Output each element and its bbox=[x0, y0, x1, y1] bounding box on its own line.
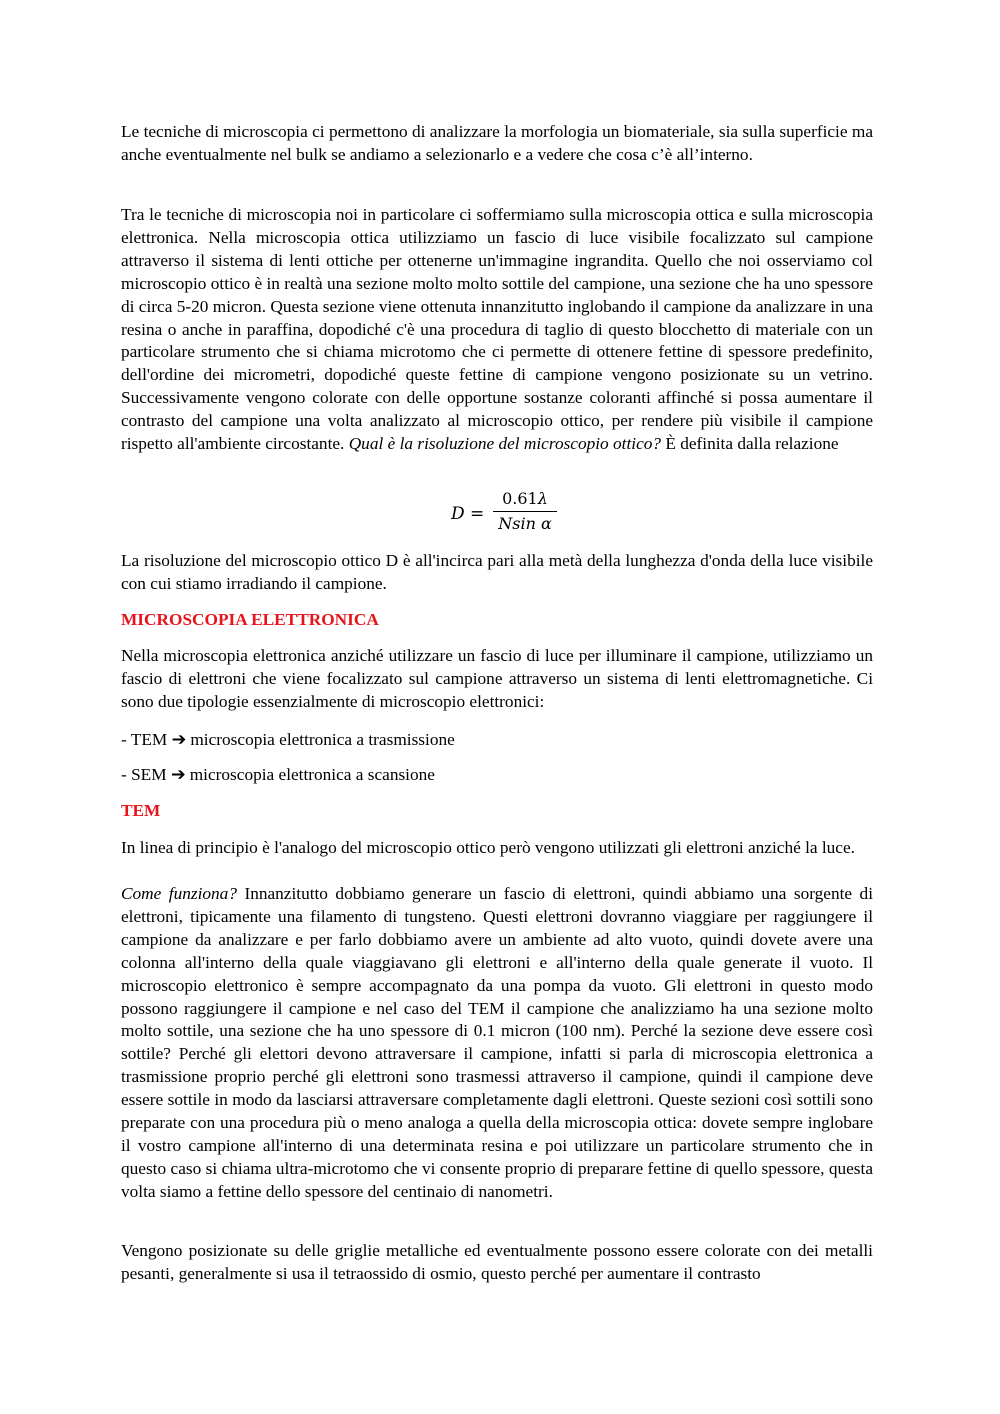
section-heading-electron-microscopy: MICROSCOPIA ELETTRONICA bbox=[121, 610, 379, 629]
fraction-bar bbox=[493, 511, 557, 512]
formula-lhs: D = bbox=[451, 504, 485, 524]
list-item-sem bbox=[121, 764, 873, 787]
list-item-sem-text: microscopia elettronica a scansione bbox=[185, 765, 435, 784]
grids-paragraph: Vengono posizionate su delle griglie metalliche ed eventualmente possono essere colorate con dei metalli pesanti, generalmente si usa il tetraossido di osmio, questo perché per aumentare il contrasto bbox=[121, 1241, 873, 1283]
list-item-tem-label: - TEM bbox=[121, 730, 172, 749]
formula-denominator: Nsin α bbox=[498, 514, 552, 533]
list-item-sem-label: - SEM bbox=[121, 765, 171, 784]
section-heading-tem: TEM bbox=[121, 801, 161, 820]
resolution-formula bbox=[451, 488, 561, 540]
tem-how-it-works-paragraph bbox=[121, 883, 873, 1204]
formula-numerator bbox=[493, 488, 557, 510]
optical-microscopy-paragraph bbox=[121, 204, 873, 456]
formula-lambda: λ bbox=[537, 489, 548, 508]
formula-numerator-value: 0.61 bbox=[502, 489, 538, 508]
resolution-paragraph: La risoluzione del microscopio ottico D è all'incirca pari alla metà della lunghezza d'onda della luce visibile con cui stiamo irradiando il campione. bbox=[121, 551, 873, 593]
formula-fraction bbox=[493, 488, 557, 535]
how-it-works-question: Come funziona? bbox=[121, 884, 237, 903]
resolution-question: Qual è la risoluzione del microscopio ottico? bbox=[348, 434, 662, 454]
tem-intro-paragraph: In linea di principio è l'analogo del microscopio ottico però vengono utilizzati gli elettroni anziché la luce. bbox=[121, 838, 855, 857]
how-it-works-text: Innanzitutto dobbiamo generare un fascio di elettroni, quindi abbiamo una sorgente di elettroni, tipicamente una filamento di tungsteno. Questi elettroni dovranno viaggiare per raggiungere il campione da analizzare e per farlo dobbiamo avere un ambiente ad alto vuoto, quindi dovete avere una colonna all'interno della quale viaggiavano gli elettroni e all'interno della quale generate il vuoto. Il microscopio elettronico è sempre accompagnato da una pompa da vuoto. Gli elettroni in questo modo possono raggiungere il campione e nel caso del TEM il campione che analizziamo ha una sezione molto molto sottile, una sezione che ha uno spessore di 0.1 micron (100 nm). Perché la sezione deve essere così sottile? Perché gli elettori devono attraversare il campione, infatti si parla di microscopia elettronica a trasmissione proprio perché gli elettroni sono trasmessi attraverso il campione, quindi il campione deve essere sottile in modo da lasciarsi attraversare completamente dagli elettroni. Queste sezioni così sottili sono preparate con una procedura più o meno analoga a quella della microscopia ottica: dovete sempre inglobare il vostro campione all'interno di una determinata resina e poi utilizzare un particolare strumento che in questo caso si chiama ultra-microtomo che vi consente proprio di preparare fettine di quello spessore, questa volta siamo a fettine dello spessore del centinaio di nanometri. bbox=[121, 884, 873, 1201]
resolution-intro: È definita dalla relazione bbox=[661, 434, 839, 454]
electron-microscopy-paragraph: Nella microscopia elettronica anziché utilizzare un fascio di luce per illuminare il campione, utilizziamo un fascio di elettroni che viene focalizzato sul campione attraverso un sistema di lenti elettromagnetiche. Ci sono due tipologie essenzialmente di microscopio elettronici: bbox=[121, 646, 873, 711]
intro-paragraph: Le tecniche di microscopia ci permettono di analizzare la morfologia un biomateriale, sia sulla superficie ma anche eventualmente nel bulk se andiamo a selezionarlo e a vedere che cosa c’è all’interno. bbox=[121, 122, 873, 164]
list-item-tem bbox=[121, 729, 873, 752]
list-item-tem-text: microscopia elettronica a trasmissione bbox=[186, 730, 455, 749]
optical-microscopy-text: Tra le tecniche di microscopia noi in particolare ci soffermiamo sulla microscopia ottica e sulla microscopia elettronica. Nella microscopia ottica utilizziamo un fascio di luce visibile focalizzato sul campione attraverso il sistema di lenti ottiche per ottenerne un'immagine ingrandita. Quello che noi osserviamo col microscopio ottico è in realtà una sezione molto molto sottile del campione, una sezione che ha uno spessore di circa 5-20 micron. Questa sezione viene ottenuta innanzitutto inglobando il campione da analizzare in una resina o anche in paraffina, dopodiché c'è una procedura di taglio di questo blocchetto di materiale con un particolare strumento che si chiama microtomo che ci permette di ottenere fettine di spessore predefinito, dell'ordine dei micrometri, dopodiché queste fettine di campione vengono posizionate su un vetrino. Successivamente vengono colorate con delle opportune sostanze coloranti affinché si possa aumentare il contrasto del campione una volta analizzato al microscopio ottico, per rendere più visibile il campione rispetto all'ambiente circostante. bbox=[121, 205, 873, 454]
arrow-right-icon: ➔ bbox=[171, 730, 187, 749]
arrow-right-icon: ➔ bbox=[170, 765, 186, 784]
